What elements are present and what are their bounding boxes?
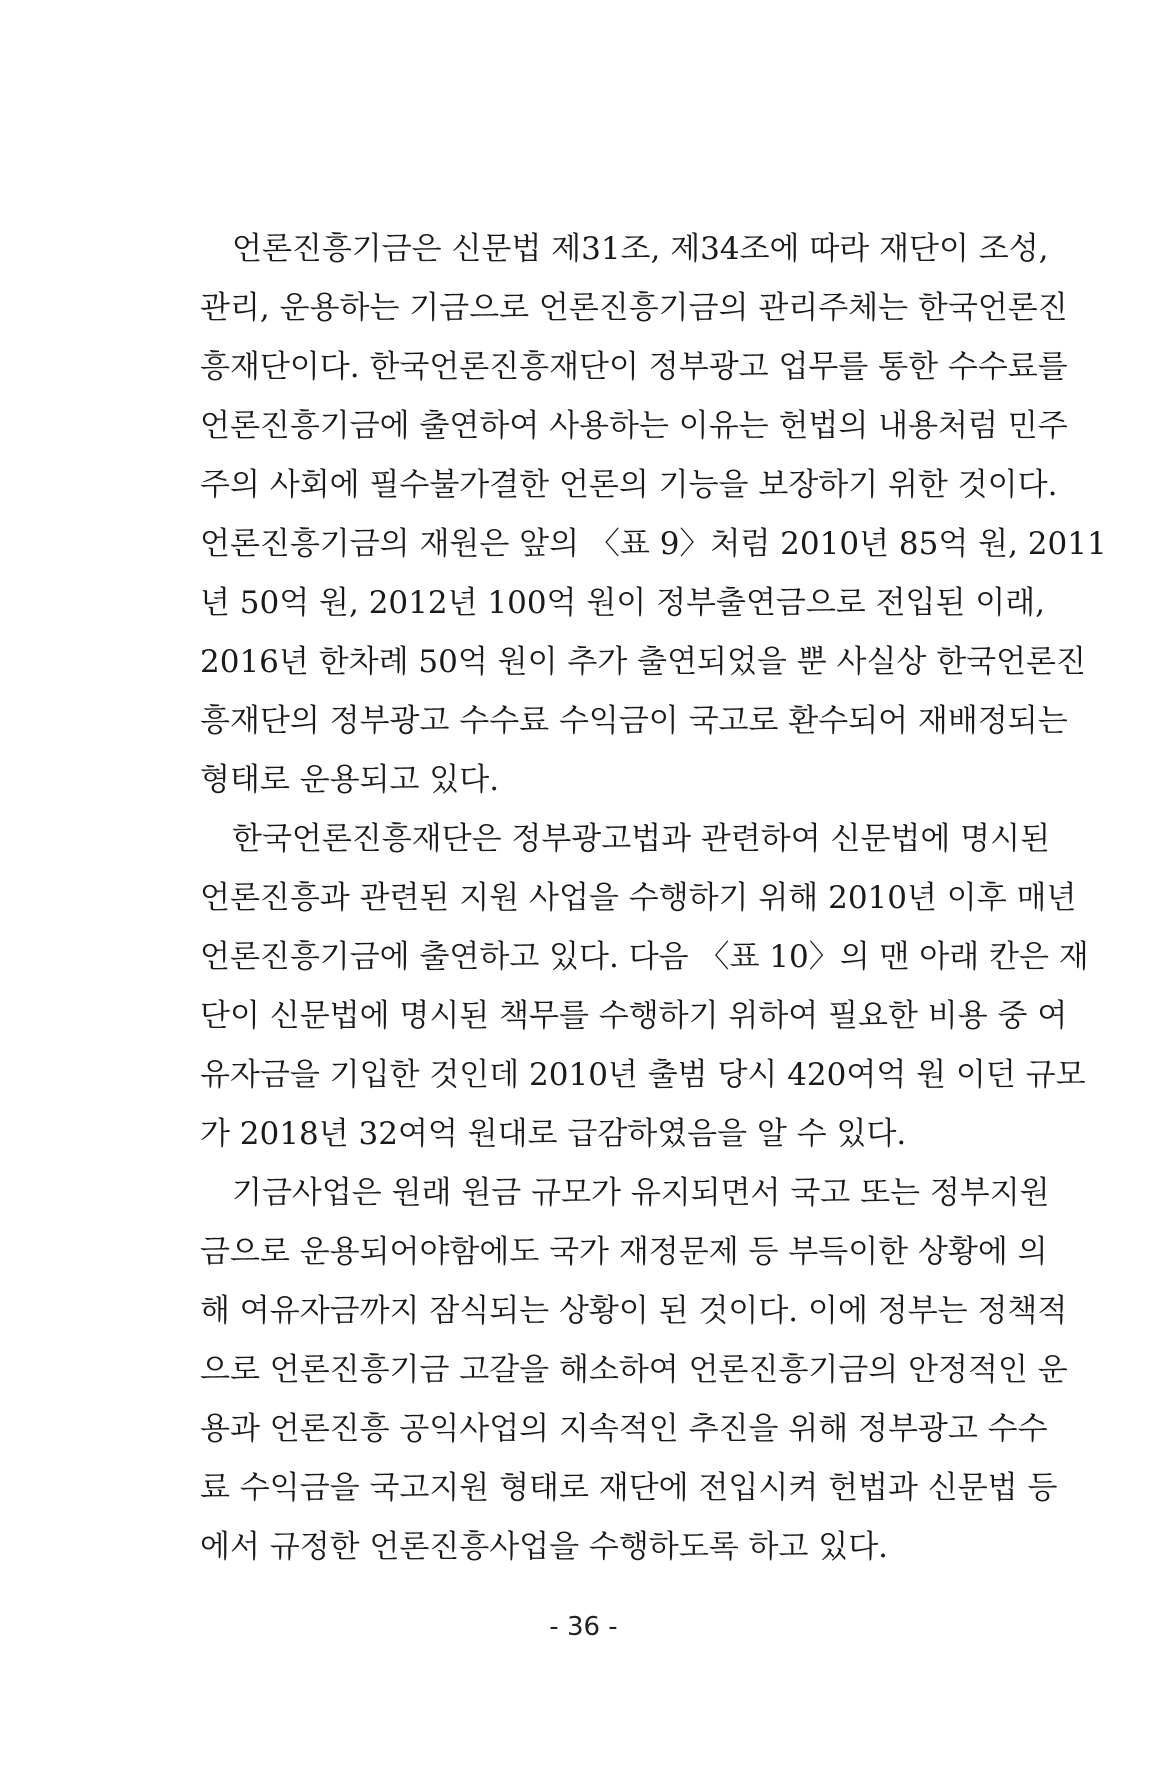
- text-line: 한국언론진흥재단은 정부광고법과 관련하여 신문법에 명시된: [232, 821, 1051, 857]
- page-number: - 36 -: [549, 1612, 618, 1642]
- paragraph-1: [200, 220, 1107, 810]
- text-line: 가 2018년 32여억 원대로 급감하였음을 알 수 있다.: [200, 1116, 907, 1152]
- text-line: 금으로 운용되어야함에도 국가 재정문제 등 부득이한 상황에 의: [200, 1234, 1048, 1270]
- text-line: 언론진흥기금은 신문법 제31조, 제34조에 따라 재단이 조성,: [232, 231, 1049, 267]
- text-line: 으로 언론진흥기금 고갈을 해소하여 언론진흥기금의 안정적인 운: [200, 1352, 1068, 1388]
- text-line: 기금사업은 원래 원금 규모가 유지되면서 국고 또는 정부지원: [232, 1175, 1050, 1211]
- text-line: 형태로 운용되고 있다.: [200, 762, 500, 798]
- paragraph-3: [200, 1164, 1068, 1577]
- text-line: 용과 언론진흥 공익사업의 지속적인 추진을 위해 정부광고 수수: [200, 1411, 1048, 1447]
- text-line: 유자금을 기입한 것인데 2010년 출범 당시 420여억 원 이던 규모: [200, 1057, 1086, 1093]
- text-line: 언론진흥과 관련된 지원 사업을 수행하기 위해 2010년 이후 매년: [200, 880, 1077, 916]
- text-line: 단이 신문법에 명시된 책무를 수행하기 위하여 필요한 비용 중 여: [200, 998, 1068, 1034]
- paragraph-2: [200, 810, 1089, 1164]
- text-line: 해 여유자금까지 잠식되는 상황이 된 것이다. 이에 정부는 정책적: [200, 1293, 1068, 1329]
- text-line: 료 수익금을 국고지원 형태로 재단에 전입시켜 헌법과 신문법 등: [200, 1470, 1058, 1506]
- text-line: 언론진흥기금의 재원은 앞의 〈표 9〉처럼 2010년 85억 원, 2011: [200, 526, 1107, 562]
- text-line: 흥재단의 정부광고 수수료 수익금이 국고로 환수되어 재배정되는: [200, 703, 1068, 739]
- text-line: 에서 규정한 언론진흥사업을 수행하도록 하고 있다.: [200, 1529, 888, 1565]
- text-line: 언론진흥기금에 출연하여 사용하는 이유는 헌법의 내용처럼 민주: [200, 408, 1068, 444]
- text-line: 언론진흥기금에 출연하고 있다. 다음 〈표 10〉의 맨 아래 칸은 재: [200, 939, 1089, 975]
- text-line: 2016년 한차례 50억 원이 추가 출연되었을 뿐 사실상 한국언론진: [200, 644, 1086, 680]
- text-line: 주의 사회에 필수불가결한 언론의 기능을 보장하기 위한 것이다.: [200, 467, 1058, 503]
- body-text: [200, 220, 1107, 1577]
- text-line: 흥재단이다. 한국언론진흥재단이 정부광고 업무를 통한 수수료를: [200, 349, 1068, 385]
- text-line: 년 50억 원, 2012년 100억 원이 정부출연금으로 전입된 이래,: [200, 585, 1046, 621]
- text-line: 관리, 운용하는 기금으로 언론진흥기금의 관리주체는 한국언론진: [200, 290, 1068, 326]
